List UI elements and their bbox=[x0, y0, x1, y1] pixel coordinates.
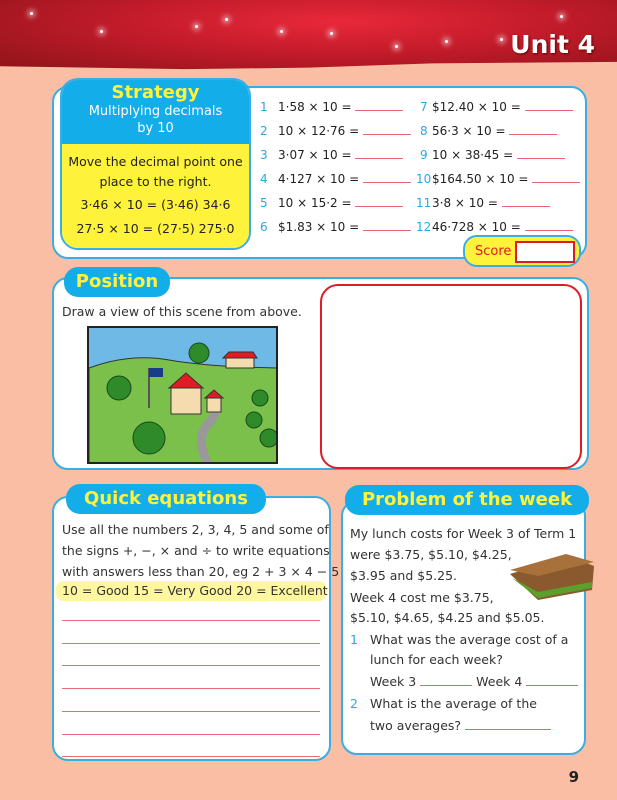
question-10: 10$164.50 × 10 = bbox=[416, 172, 580, 186]
scene-image bbox=[87, 326, 278, 464]
question-4: 4 4·127 × 10 = bbox=[260, 172, 411, 186]
answer-blank-12[interactable] bbox=[525, 221, 573, 231]
drawing-area[interactable] bbox=[320, 284, 582, 469]
answer-blank-4[interactable] bbox=[363, 173, 411, 183]
problem-text-3: $3.95 and $5.25. bbox=[350, 568, 458, 583]
answer-blank-7[interactable] bbox=[525, 101, 573, 111]
strategy-subtitle-1: Multiplying decimals bbox=[88, 104, 223, 119]
strategy-instruction-2: place to the right. bbox=[99, 174, 212, 189]
question-2: 2 10 × 12·76 = bbox=[260, 124, 411, 138]
strategy-card bbox=[60, 78, 251, 250]
question-6: 6 $1.83 × 10 = bbox=[260, 220, 411, 234]
answer-blank-2[interactable] bbox=[363, 125, 411, 135]
question-8: 8 56·3 × 10 = bbox=[420, 124, 557, 138]
average-blank[interactable] bbox=[465, 720, 551, 730]
quick-equations-line-1: Use all the numbers 2, 3, 4, 5 and some of bbox=[62, 522, 329, 537]
question-12: 1246·728 × 10 = bbox=[416, 220, 573, 234]
answer-blank-11[interactable] bbox=[502, 197, 550, 207]
strategy-subtitle-2: by 10 bbox=[137, 121, 174, 136]
rating-scale: 10 = Good 15 = Very Good 20 = Excellent bbox=[56, 581, 327, 601]
problem-q2-line-2: two averages? bbox=[370, 718, 551, 733]
strategy-instruction-1: Move the decimal point one bbox=[68, 154, 243, 169]
question-9: 9 10 × 38·45 = bbox=[420, 148, 565, 162]
quick-equations-line-2: the signs +, −, × and ÷ to write equations bbox=[62, 543, 330, 558]
problem-text-1: My lunch costs for Week 3 of Term 1 bbox=[350, 526, 577, 541]
quick-equations-line-3: with answers less than 20, eg 2 + 3 × 4 − 5 bbox=[62, 564, 340, 579]
answer-line-3[interactable] bbox=[62, 665, 320, 666]
problem-q1-line-2: lunch for each week? bbox=[370, 652, 503, 667]
week3-blank[interactable] bbox=[420, 676, 472, 686]
position-title: Position bbox=[64, 267, 170, 297]
week-answers: Week 3 Week 4 bbox=[370, 674, 578, 689]
strategy-example-2: 27·5 × 10 = (27·5) 275·0 bbox=[76, 221, 235, 236]
score-label: Score bbox=[475, 244, 512, 259]
answer-line-4[interactable] bbox=[62, 688, 320, 689]
position-instruction: Draw a view of this scene from above. bbox=[62, 304, 302, 319]
week4-blank[interactable] bbox=[526, 676, 578, 686]
problem-q1: 1 What was the average cost of a bbox=[350, 632, 569, 647]
answer-blank-5[interactable] bbox=[355, 197, 403, 207]
page-number: 9 bbox=[568, 768, 579, 786]
question-11: 113·8 × 10 = bbox=[416, 196, 550, 210]
answer-blank-6[interactable] bbox=[363, 221, 411, 231]
answer-line-1[interactable] bbox=[62, 620, 320, 621]
sandwich-image bbox=[508, 552, 594, 602]
question-3: 3 3·07 × 10 = bbox=[260, 148, 403, 162]
strategy-example-1: 3·46 × 10 = (3·46) 34·6 bbox=[80, 197, 231, 212]
question-5: 5 10 × 15·2 = bbox=[260, 196, 403, 210]
answer-blank-8[interactable] bbox=[509, 125, 557, 135]
unit-title: Unit 4 bbox=[510, 30, 595, 59]
answer-blank-9[interactable] bbox=[517, 149, 565, 159]
question-7: 7 $12.40 × 10 = bbox=[420, 100, 573, 114]
question-1: 1 1·58 × 10 = bbox=[260, 100, 403, 114]
score-badge bbox=[463, 235, 581, 267]
problem-text-2: were $3.75, $5.10, $4.25, bbox=[350, 547, 512, 562]
answer-blank-1[interactable] bbox=[355, 101, 403, 111]
answer-blank-3[interactable] bbox=[355, 149, 403, 159]
problem-text-4: Week 4 cost me $3.75, bbox=[350, 590, 494, 605]
strategy-title: Strategy bbox=[111, 82, 200, 103]
answer-line-6[interactable] bbox=[62, 734, 320, 735]
score-input[interactable] bbox=[515, 241, 575, 263]
problem-q2: 2 What is the average of the bbox=[350, 696, 537, 711]
answer-line-7[interactable] bbox=[62, 756, 320, 757]
problem-title: Problem of the week bbox=[345, 485, 589, 515]
problem-text-5: $5.10, $4.65, $4.25 and $5.05. bbox=[350, 610, 545, 625]
answer-line-5[interactable] bbox=[62, 711, 320, 712]
answer-line-2[interactable] bbox=[62, 643, 320, 644]
answer-blank-10[interactable] bbox=[532, 173, 580, 183]
quick-equations-title: Quick equations bbox=[66, 484, 266, 514]
